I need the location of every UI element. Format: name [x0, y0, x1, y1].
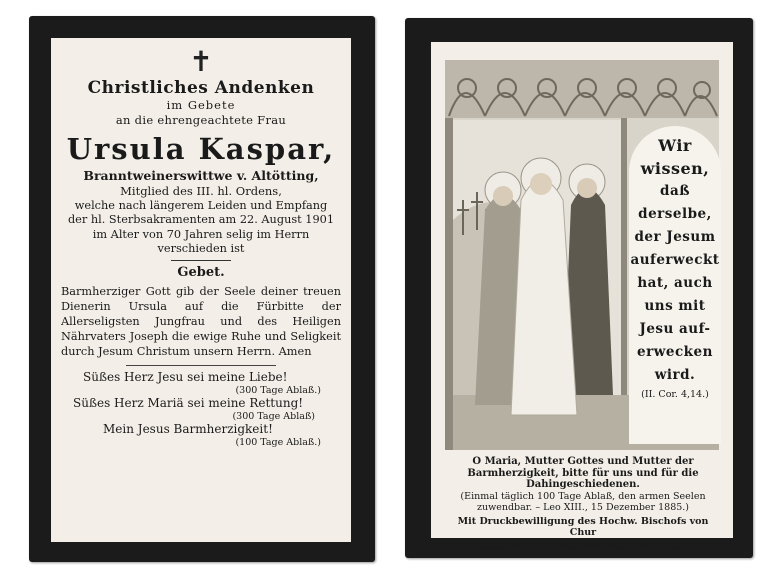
verse-line: der Jesum	[634, 229, 716, 245]
deceased-occupation: Branntweinerswittwe v. Altötting,	[83, 168, 319, 183]
verse-reference: (II. Cor. 4,14.)	[641, 389, 709, 400]
death-text-3: im Alter von 70 Jahren selig im Herrn	[92, 227, 310, 241]
memorial-card-front-paper	[51, 38, 351, 542]
deceased-name: Ursula Kaspar,	[66, 132, 336, 166]
ejaculation-2: Süßes Herz Mariä sei meine Rettung!	[73, 395, 304, 410]
three-holy-women-illustration	[445, 60, 719, 450]
memorial-card-back	[405, 18, 753, 558]
printer-imprint: Benziger & Co. A. G. Dep. 3869. Einsiedeln. Schweiz.	[473, 541, 693, 551]
ejaculation-3: Mein Jesus Barmherzigkeit!	[103, 421, 273, 436]
memorial-card-back-paper	[431, 42, 733, 551]
marian-prayer: O Maria, Mutter Gottes und Mutter der Barmherzigkeit, bitte für uns und für die Dahingeschiedenen.	[467, 456, 699, 490]
death-text-2: der hl. Sterbsakramenten am 22. August 1901	[67, 213, 335, 226]
divider	[126, 365, 276, 366]
scripture-verse	[629, 126, 721, 444]
death-text-4: verschieden ist	[157, 242, 245, 255]
verse-line: hat, auch	[637, 275, 713, 291]
indulgence-note-1: (300 Tage Ablaß.)	[235, 384, 321, 396]
death-text-1: welche nach längerem Leiden und Empfang	[74, 198, 328, 212]
prayer-heading: Gebet.	[177, 264, 225, 280]
divider	[171, 260, 231, 261]
indulgence-text: (Einmal täglich 100 Tage Ablaß, den armen Seelen zuwendbar. – Leo XIII., 15 Dezember 1885.)	[460, 490, 706, 513]
bottom-prayer-block	[443, 456, 723, 552]
indulgence-note-3: (100 Tage Ablaß.)	[235, 436, 321, 448]
ejaculation-1: Süßes Herz Jesu sei meine Liebe!	[83, 369, 288, 384]
verse-line: Wir wissen,	[640, 136, 710, 178]
indulgence-note-2: (300 Tage Ablaß)	[232, 410, 315, 422]
line-im-gebete: im Gebete	[166, 98, 236, 112]
verse-line: wird.	[654, 367, 696, 383]
verse-line: uns mit	[644, 298, 706, 314]
card-title: Christliches Andenken	[87, 78, 315, 98]
verse-line: erwecken	[637, 344, 713, 360]
verse-line: daß derselbe,	[638, 183, 712, 222]
deceased-membership: Mitglied des III. hl. Ordens,	[120, 184, 282, 198]
verse-line: Jesu auf-	[639, 321, 711, 337]
imprimatur: Mit Druckbewilligung des Hochw. Bischofs von Chur	[457, 515, 709, 538]
verse-line: auferweckt	[630, 252, 720, 268]
prayer-text: Barmherziger Gott gib der Seele deiner treuen Dienerin Ursula auf die Fürbitte der Allerseligsten Jungfrau und des Heiligen Nährvaters Joseph die ewige Ruhe und Seligkeit durch Jesum Christum unsern Herrn. Amen	[61, 284, 341, 358]
memorial-card-front	[29, 16, 375, 562]
line-frau: an die ehrengeachtete Frau	[115, 113, 287, 127]
cross-icon: ✝	[189, 45, 213, 78]
